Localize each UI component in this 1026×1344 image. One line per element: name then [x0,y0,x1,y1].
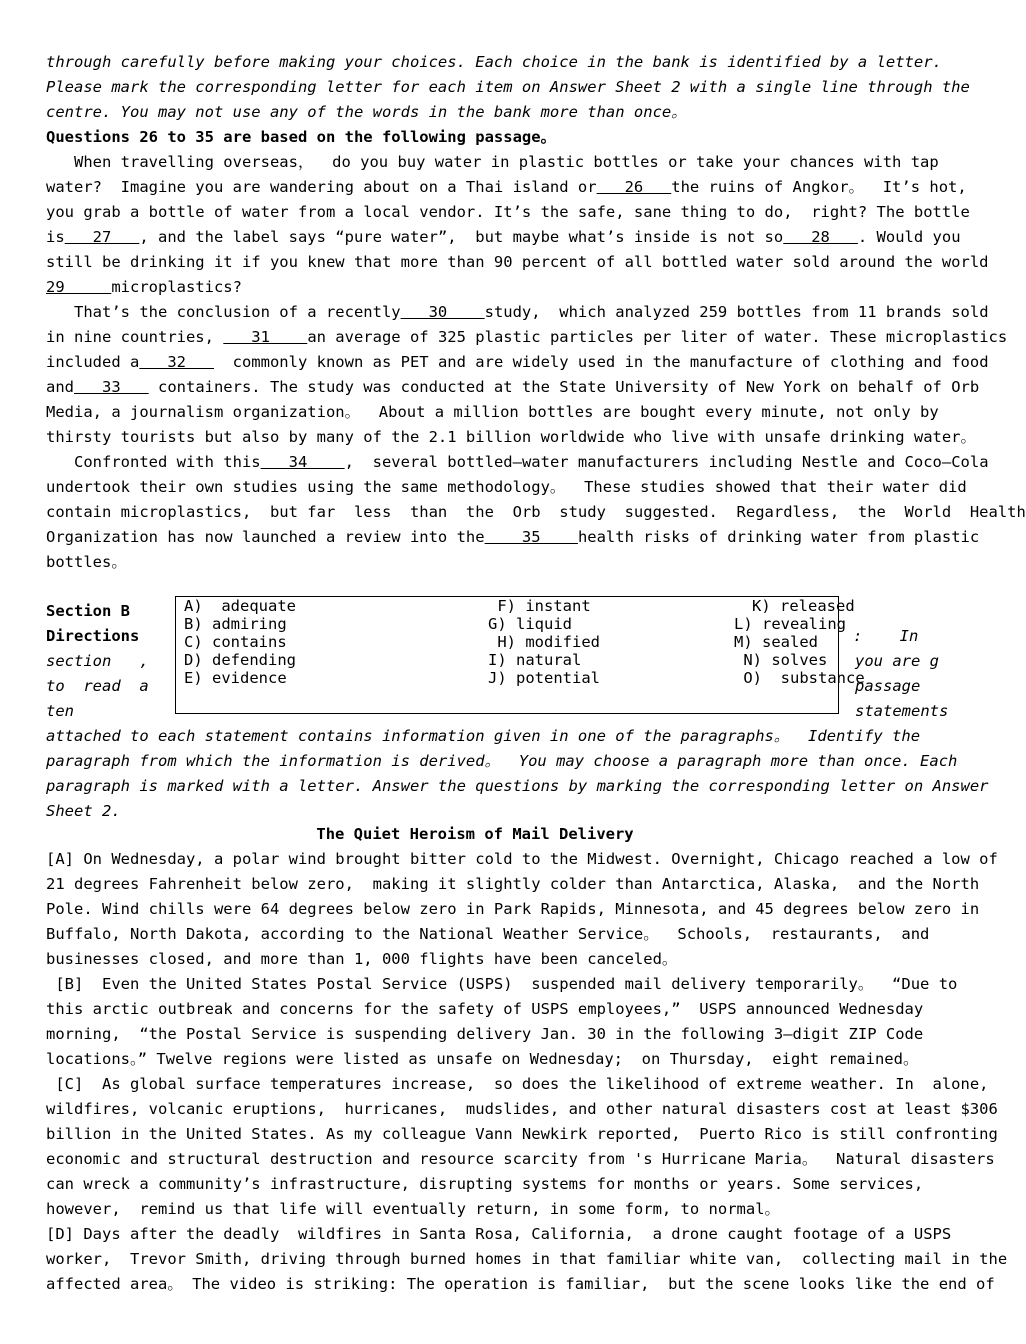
p3-line-4 [46,527,979,547]
section-b-row3-right: you are g [855,652,939,670]
text: , several bottled—water manufacturers including Nestle and Coco—Cola [344,453,989,471]
option-m[interactable]: M) sealed [734,633,818,651]
option-c[interactable]: C) contains [184,633,287,651]
text: commonly known as PET and are widely used in the manufacture of clothing and food [213,353,989,371]
text: study, which analyzed 259 bottles from 11 brands sold [484,303,989,321]
article-line: [B] Even the United States Postal Service (USPS) suspended mail delivery temporarily。 “Due to [46,975,958,993]
article-line: morning, “the Postal Service is suspending delivery Jan. 30 in the following 3—digit ZIP Code [46,1025,924,1043]
section-b-row3-left: section , [46,652,149,670]
text: That’s the conclusion of a recently [46,303,401,321]
section-b-row7: paragraph from which the information is derived。 You may choose a paragraph more than once. Each [46,752,958,770]
article-line: this arctic outbreak and concerns for the safety of USPS employees,” USPS announced Wednesday [46,1000,924,1018]
p1-line-3: you grab a bottle of water from a local vendor. It’s the safe, sane thing to do, right? The bottle [46,203,970,221]
option-a[interactable]: A) adequate [184,597,296,615]
text: microplastics? [111,278,242,296]
text: water? Imagine you are wandering about on a Thai island or [46,178,597,196]
text: Confronted with this [46,453,261,471]
text: Organization has now launched a review into the [46,528,485,546]
option-l[interactable]: L) revealing [734,615,846,633]
blank-31[interactable]: 31 [223,328,308,346]
article-line: billion in the United States. As my colleague Vann Newkirk reported, Puerto Rico is still confronting [46,1125,998,1143]
text: the ruins of Angkor。 It’s hot, [671,178,967,196]
article-line: 21 degrees Fahrenheit below zero, making it slightly colder than Antarctica, Alaska, and the North [46,875,980,893]
option-f[interactable]: F) instant [488,597,591,615]
blank-27[interactable]: 27 [64,228,140,246]
section-b-row4-left: to read a [46,677,149,695]
option-b[interactable]: B) admiring [184,615,287,633]
article-line: [C] As global surface temperatures increase, so does the likelihood of extreme weather. In alone, [46,1075,989,1093]
p2-line-1 [46,302,989,322]
p1-line-4 [46,227,961,247]
section-b-row5-right: statements [855,702,949,720]
section-b-row9: Sheet 2. [46,802,121,820]
section-b-heading: Section B [46,602,130,620]
option-g[interactable]: G) liquid [488,615,572,633]
p1-line-5: still be drinking it if you knew that more than 90 percent of all bottled water sold around the world [46,253,989,271]
text: containers. The study was conducted at the State University of New York on behalf of Orb [148,378,980,396]
article-line: worker, Trevor Smith, driving through burned homes in that familiar white van, collecting mail in the [46,1250,1008,1268]
article-title: The Quiet Heroism of Mail Delivery [316,825,634,843]
blank-29[interactable]: 29 [46,278,112,296]
text: and [46,378,74,396]
directions-right: : In [853,627,919,645]
article-line: can wreck a community’s infrastructure, disrupting systems for months or years. Some services, [46,1175,924,1193]
p1-line-6 [46,277,242,297]
p1-line-1: When travelling overseas， do you buy water in plastic bottles or take your chances with tap [46,153,939,171]
instructions-line-1: through carefully before making your choices. Each choice in the bank is identified by a letter. [46,53,942,71]
word-bank [175,596,865,714]
p2-line-3 [46,352,989,372]
option-d[interactable]: D) defending [184,651,296,669]
blank-30[interactable]: 30 [400,303,485,321]
blank-34[interactable]: 34 [260,453,345,471]
p2-line-5: Media, a journalism organization。 About a million bottles are bought every minute, not only by [46,403,939,421]
article-line: Buffalo, North Dakota, according to the National Weather Service。 Schools, restaurants, and [46,925,930,943]
option-n[interactable]: N) solves [734,651,828,669]
p2-line-4 [46,377,979,397]
text: an average of 325 plastic particles per liter of water. These microplastics [307,328,1008,346]
passage-heading: Questions 26 to 35 are based on the following passage。 [46,128,557,146]
p3-line-1 [46,452,989,472]
section-b-row4-right: passage [855,677,921,695]
article-line: Pole. Wind chills were 64 degrees below zero in Park Rapids, Minnesota, and 45 degrees below zero in [46,900,980,918]
section-b-row6: attached to each statement contains information given in one of the paragraphs。 Identify the [46,727,921,745]
article-line: [D] Days after the deadly wildfires in Santa Rosa, California, a drone caught footage of a USPS [46,1225,952,1243]
section-b-row5-left: ten [46,702,74,720]
text: in nine countries, [46,328,224,346]
p3-line-2: undertook their own studies using the same methodology。 These studies showed that their water did [46,478,967,496]
option-e[interactable]: E) evidence [184,669,287,687]
p3-line-3: contain microplastics, but far less than the Orb study suggested. Regardless, the World Health [46,503,1026,521]
instructions-line-2: Please mark the corresponding letter for each item on Answer Sheet 2 with a single line through the [46,78,970,96]
article-line: affected area。 The video is striking: The operation is familiar, but the scene looks like the end of [46,1275,995,1293]
option-i[interactable]: I) natural [488,651,582,669]
article-line: businesses closed, and more than 1, 000 flights have been canceled。 [46,950,678,968]
option-k[interactable]: K) released [724,597,855,615]
text: included a [46,353,140,371]
section-b-row8: paragraph is marked with a letter. Answer the questions by marking the corresponding letter on Answer [46,777,989,795]
article-line: locations。” Twelve regions were listed as unsafe on Wednesday; on Thursday, eight remained。 [46,1050,919,1068]
p1-line-2 [46,177,967,197]
instructions-line-3: centre. You may not use any of the words in the bank more than once。 [46,103,687,121]
p2-line-6: thirsty tourists but also by many of the 2.1 billion worldwide who live with unsafe drinking water。 [46,428,977,446]
blank-35[interactable]: 35 [484,528,578,546]
text: is [46,228,65,246]
text: health risks of drinking water from plastic [577,528,980,546]
option-h[interactable]: H) modified [488,633,600,651]
p2-line-2 [46,327,1007,347]
article-line: economic and structural destruction and resource scarcity from 's Hurricane Maria。 Natural disasters [46,1150,995,1168]
blank-33[interactable]: 33 [74,378,149,396]
blank-26[interactable]: 26 [596,178,672,196]
option-o[interactable]: O) substance [734,669,865,687]
text: . Would you [857,228,961,246]
p3-line-5: bottles。 [46,553,127,571]
article-line: however, remind us that life will eventually return, in some form, to normal。 [46,1200,781,1218]
article-line: wildfires, volcanic eruptions, hurricanes, mudslides, and other natural disasters cost at least $306 [46,1100,998,1118]
text: , and the label says “pure water”, but maybe what’s inside is not so [139,228,784,246]
option-j[interactable]: J) potential [488,669,600,687]
section-b-directions: Directions [46,627,140,645]
blank-32[interactable]: 32 [139,353,214,371]
article-line: [A] On Wednesday, a polar wind brought bitter cold to the Midwest. Overnight, Chicago reached a low of [46,850,998,868]
blank-28[interactable]: 28 [783,228,858,246]
